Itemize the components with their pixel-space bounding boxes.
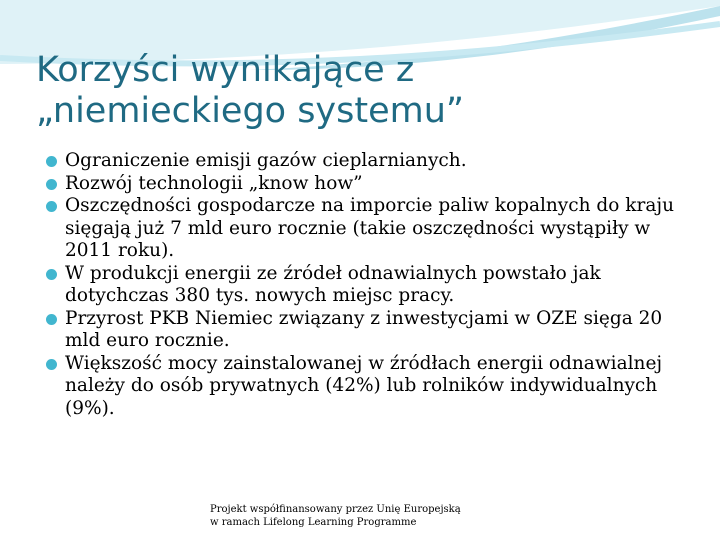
bullet-item xyxy=(46,353,686,421)
bullet-dot-icon xyxy=(46,179,57,190)
bullet-text: W produkcji energii ze źródeł odnawialnych powstało jak dotychczas 380 tys. nowych miejsc pracy. xyxy=(65,262,601,306)
footer-note: Projekt współfinansowany przez Unię Europejską w ramach Lifelong Learning Programme xyxy=(210,504,461,528)
bullet-item xyxy=(46,263,686,308)
bullet-text: Większość mocy zainstalowanej w źródłach energii odnawialnej należy do osób prywatnych (42%) lub rolników indywidualnych (9%). xyxy=(65,352,663,419)
bullet-dot-icon xyxy=(46,314,57,325)
bullet-dot-icon xyxy=(46,269,57,280)
bullet-list xyxy=(46,150,686,420)
bullet-item xyxy=(46,173,686,196)
bullet-text: Oszczędności gospodarcze na imporcie paliw kopalnych do kraju sięgają już 7 mld euro rocznie (takie oszczędności wystąpiły w 2011 roku). xyxy=(65,195,675,261)
bullet-dot-icon xyxy=(46,201,57,212)
bullet-text: Rozwój technologii „know how” xyxy=(65,172,363,194)
bullet-item xyxy=(46,308,686,353)
slide-title: Korzyści wynikające z „niemieckiego systemu” xyxy=(36,50,465,131)
bullet-item xyxy=(46,150,686,173)
bullet-dot-icon xyxy=(46,359,57,370)
bullet-text: Przyrost PKB Niemiec związany z inwestycjami w OZE sięga 20 mld euro rocznie. xyxy=(65,307,663,351)
bullet-dot-icon xyxy=(46,156,57,167)
bullet-text: Ograniczenie emisji gazów cieplarnianych. xyxy=(65,150,467,171)
bullet-item xyxy=(46,195,686,263)
